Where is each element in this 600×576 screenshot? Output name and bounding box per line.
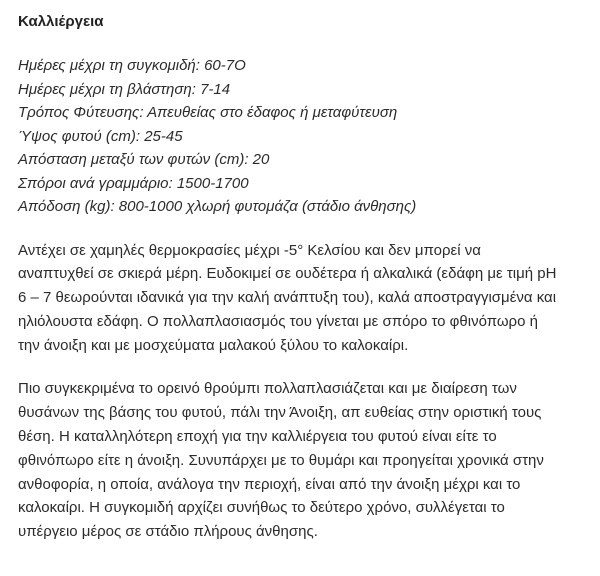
paragraph-line: καλοκαίρι. Η συγκομιδή αρχίζει συνήθως το δεύτερο χρόνο, συλλέγεται το: [18, 499, 505, 517]
paragraph-line: αναπτυχθεί σε σκιερά μέρη. Ευδοκιμεί σε ουδέτερα ή αλκαλικά (εδάφη με τιμή pH: [18, 265, 557, 283]
paragraph-line: υπέργειο μέρος σε στάδιο πλήρους άνθησης.: [18, 523, 318, 541]
cultivation-specs-list: [18, 54, 582, 219]
section-title: Καλλιέργεια: [18, 13, 104, 30]
spec-plant-spacing: Απόσταση μεταξύ των φυτών (cm): 20: [18, 151, 270, 168]
spec-yield: Απόδοση (kg): 800-1000 χλωρή φυτομάζα (στάδιο άνθησης): [18, 198, 417, 215]
spec-plant-height: Ύψος φυτού (cm): 25-45: [18, 127, 183, 145]
paragraph-line: θέση. Η καταλληλότερη εποχή για την καλλιέργεια του φυτού είναι είτε το: [18, 428, 497, 446]
paragraph-line: 6 – 7 θεωρούνται ιδανικά για την καλή ανάπτυξη του), καλά αποστραγγισμένα και: [18, 289, 557, 307]
spec-planting-method: Τρόπος Φύτευσης: Απευθείας στο έδαφος ή μεταφύτευση: [18, 104, 398, 121]
paragraph-line: φθινόπωρο είτε η άνοιξη. Συνυπάρχει με το θυμάρι και προηγείται χρονικά στην: [18, 451, 544, 469]
paragraph-climate-soil: [18, 239, 582, 358]
paragraph-line: Πιο συγκεκριμένα το ορεινό θρούμπι πολλαπλασιάζεται και με διαίρεση των: [18, 380, 517, 398]
spec-germination-days: Ημέρες μέχρι τη βλάστηση: 7-14: [18, 80, 231, 98]
paragraph-line: την άνοιξη και με μοσχεύματα μαλακού ξύλου το καλοκαίρι.: [18, 336, 409, 354]
paragraph-line: θυσάνων της βάσης του φυτού, πάλι την Άνοιξη, απ ευθείας στην οριστική τους: [18, 404, 542, 422]
paragraph-line: ηλιόλουστα εδάφη. Ο πολλαπλασιασμός του γίνεται με σπόρο το φθινόπωρο ή: [18, 312, 538, 330]
spec-seeds-per-gram: Σπόροι ανά γραμμάριο: 1500-1700: [18, 174, 249, 192]
paragraph-propagation: [18, 377, 582, 544]
spec-harvest-days: Ημέρες μέχρι τη συγκομιδή: 60-7Ο: [18, 57, 246, 74]
paragraph-line: ανθοφορία, η οποία, ανάλογα την περιοχή, είναι από την άνοιξη μέχρι και το: [18, 475, 521, 493]
paragraph-line: Αντέχει σε χαμηλές θερμοκρασίες μέχρι -5° Κελσίου και δεν μπορεί να: [18, 241, 481, 259]
